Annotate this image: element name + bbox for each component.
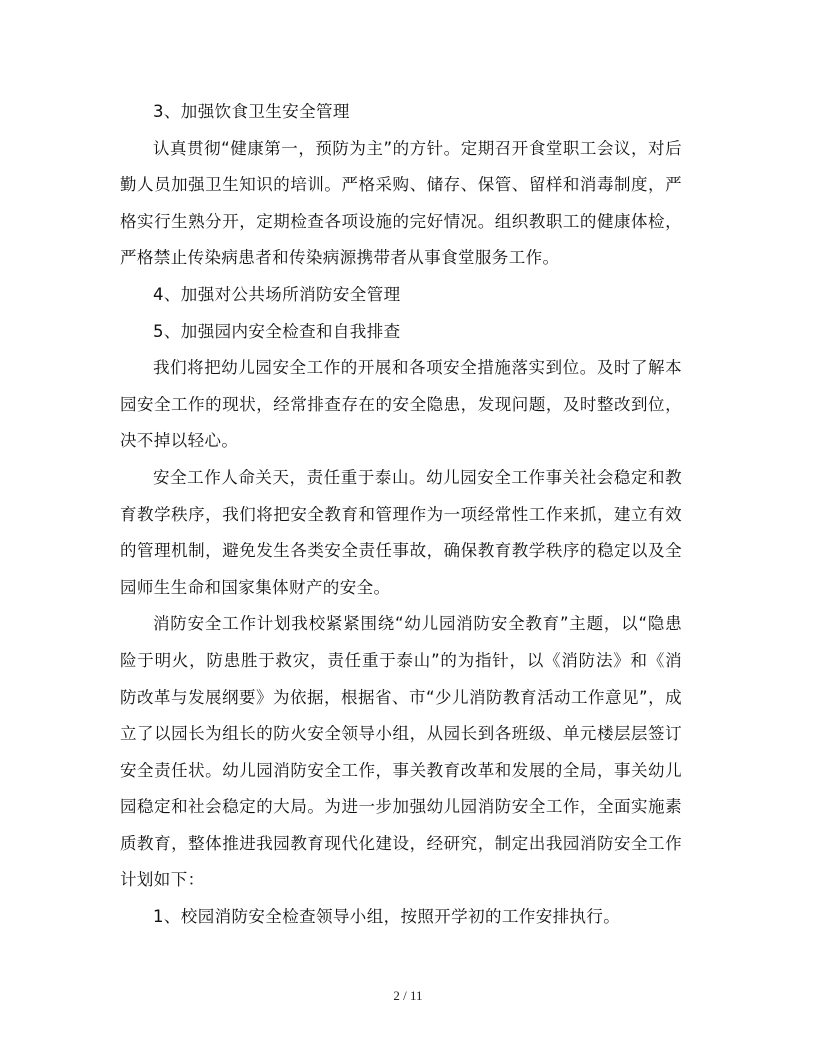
section-heading-self-inspection: 5、加强园内安全检查和自我排查 <box>153 321 401 341</box>
section-heading-food-safety: 3、加强饮食卫生安全管理 <box>153 102 350 121</box>
paragraph-safety-responsibility: 安全工作人命关天，责任重于泰山。幼儿园安全工作事关社会稳定和教育教学秩序，我们将把安全教育和管理作为一项经常性工作来抓，建立有效的管理机制，避免发生各类安全责任事故，确保教育教学秩序的稳定以及全园师生生命和国家集体财产的安全。 <box>120 467 682 597</box>
paragraph-fire-safety-plan: 消防安全工作计划我校紧紧围绕“幼儿园消防安全教育”主题，以“隐患险于明火，防患胜于救灾，责任重于泰山”的为指针，以《消防法》和《消防改革与发展纲要》为依据，根据省、市“少儿消防教育活动工作意见”，成立了以园长为组长的防火安全领导小组，从园长到各班级、单元楼层层签订安全责任状。幼儿园消防安全工作，事关教育改革和发展的全局，事关幼儿园稳定和社会稳定的大局。为进一步加强幼儿园消防安全工作，全面实施素质教育，整体推进我园教育现代化建设，经研究，制定出我园消防安全工作计划如下： <box>120 614 682 890</box>
page-number: 2 / 11 <box>393 988 423 1003</box>
paragraph-self-inspection: 我们将把幼儿园安全工作的开展和各项安全措施落实到位。及时了解本园安全工作的现状，经常排查存在的安全隐患，发现问题，及时整改到位，决不掉以轻心。 <box>120 358 682 451</box>
section-heading-inspection-group: 1、校园消防安全检查领导小组，按照开学初的工作安排执行。 <box>153 907 621 927</box>
paragraph-food-safety: 认真贯彻“健康第一，预防为主”的方针。定期召开食堂职工会议，对后勤人员加强卫生知识的培训。严格采购、储存、保管、留样和消毒制度，严格实行生熟分开，定期检查各项设施的完好情况。组织教职工的健康体检，严格禁止传染病患者和传染病源携带者从事食堂服务工作。 <box>120 138 682 268</box>
section-heading-fire-safety-public: 4、加强对公共场所消防安全管理 <box>153 284 401 304</box>
document-body <box>120 94 682 936</box>
